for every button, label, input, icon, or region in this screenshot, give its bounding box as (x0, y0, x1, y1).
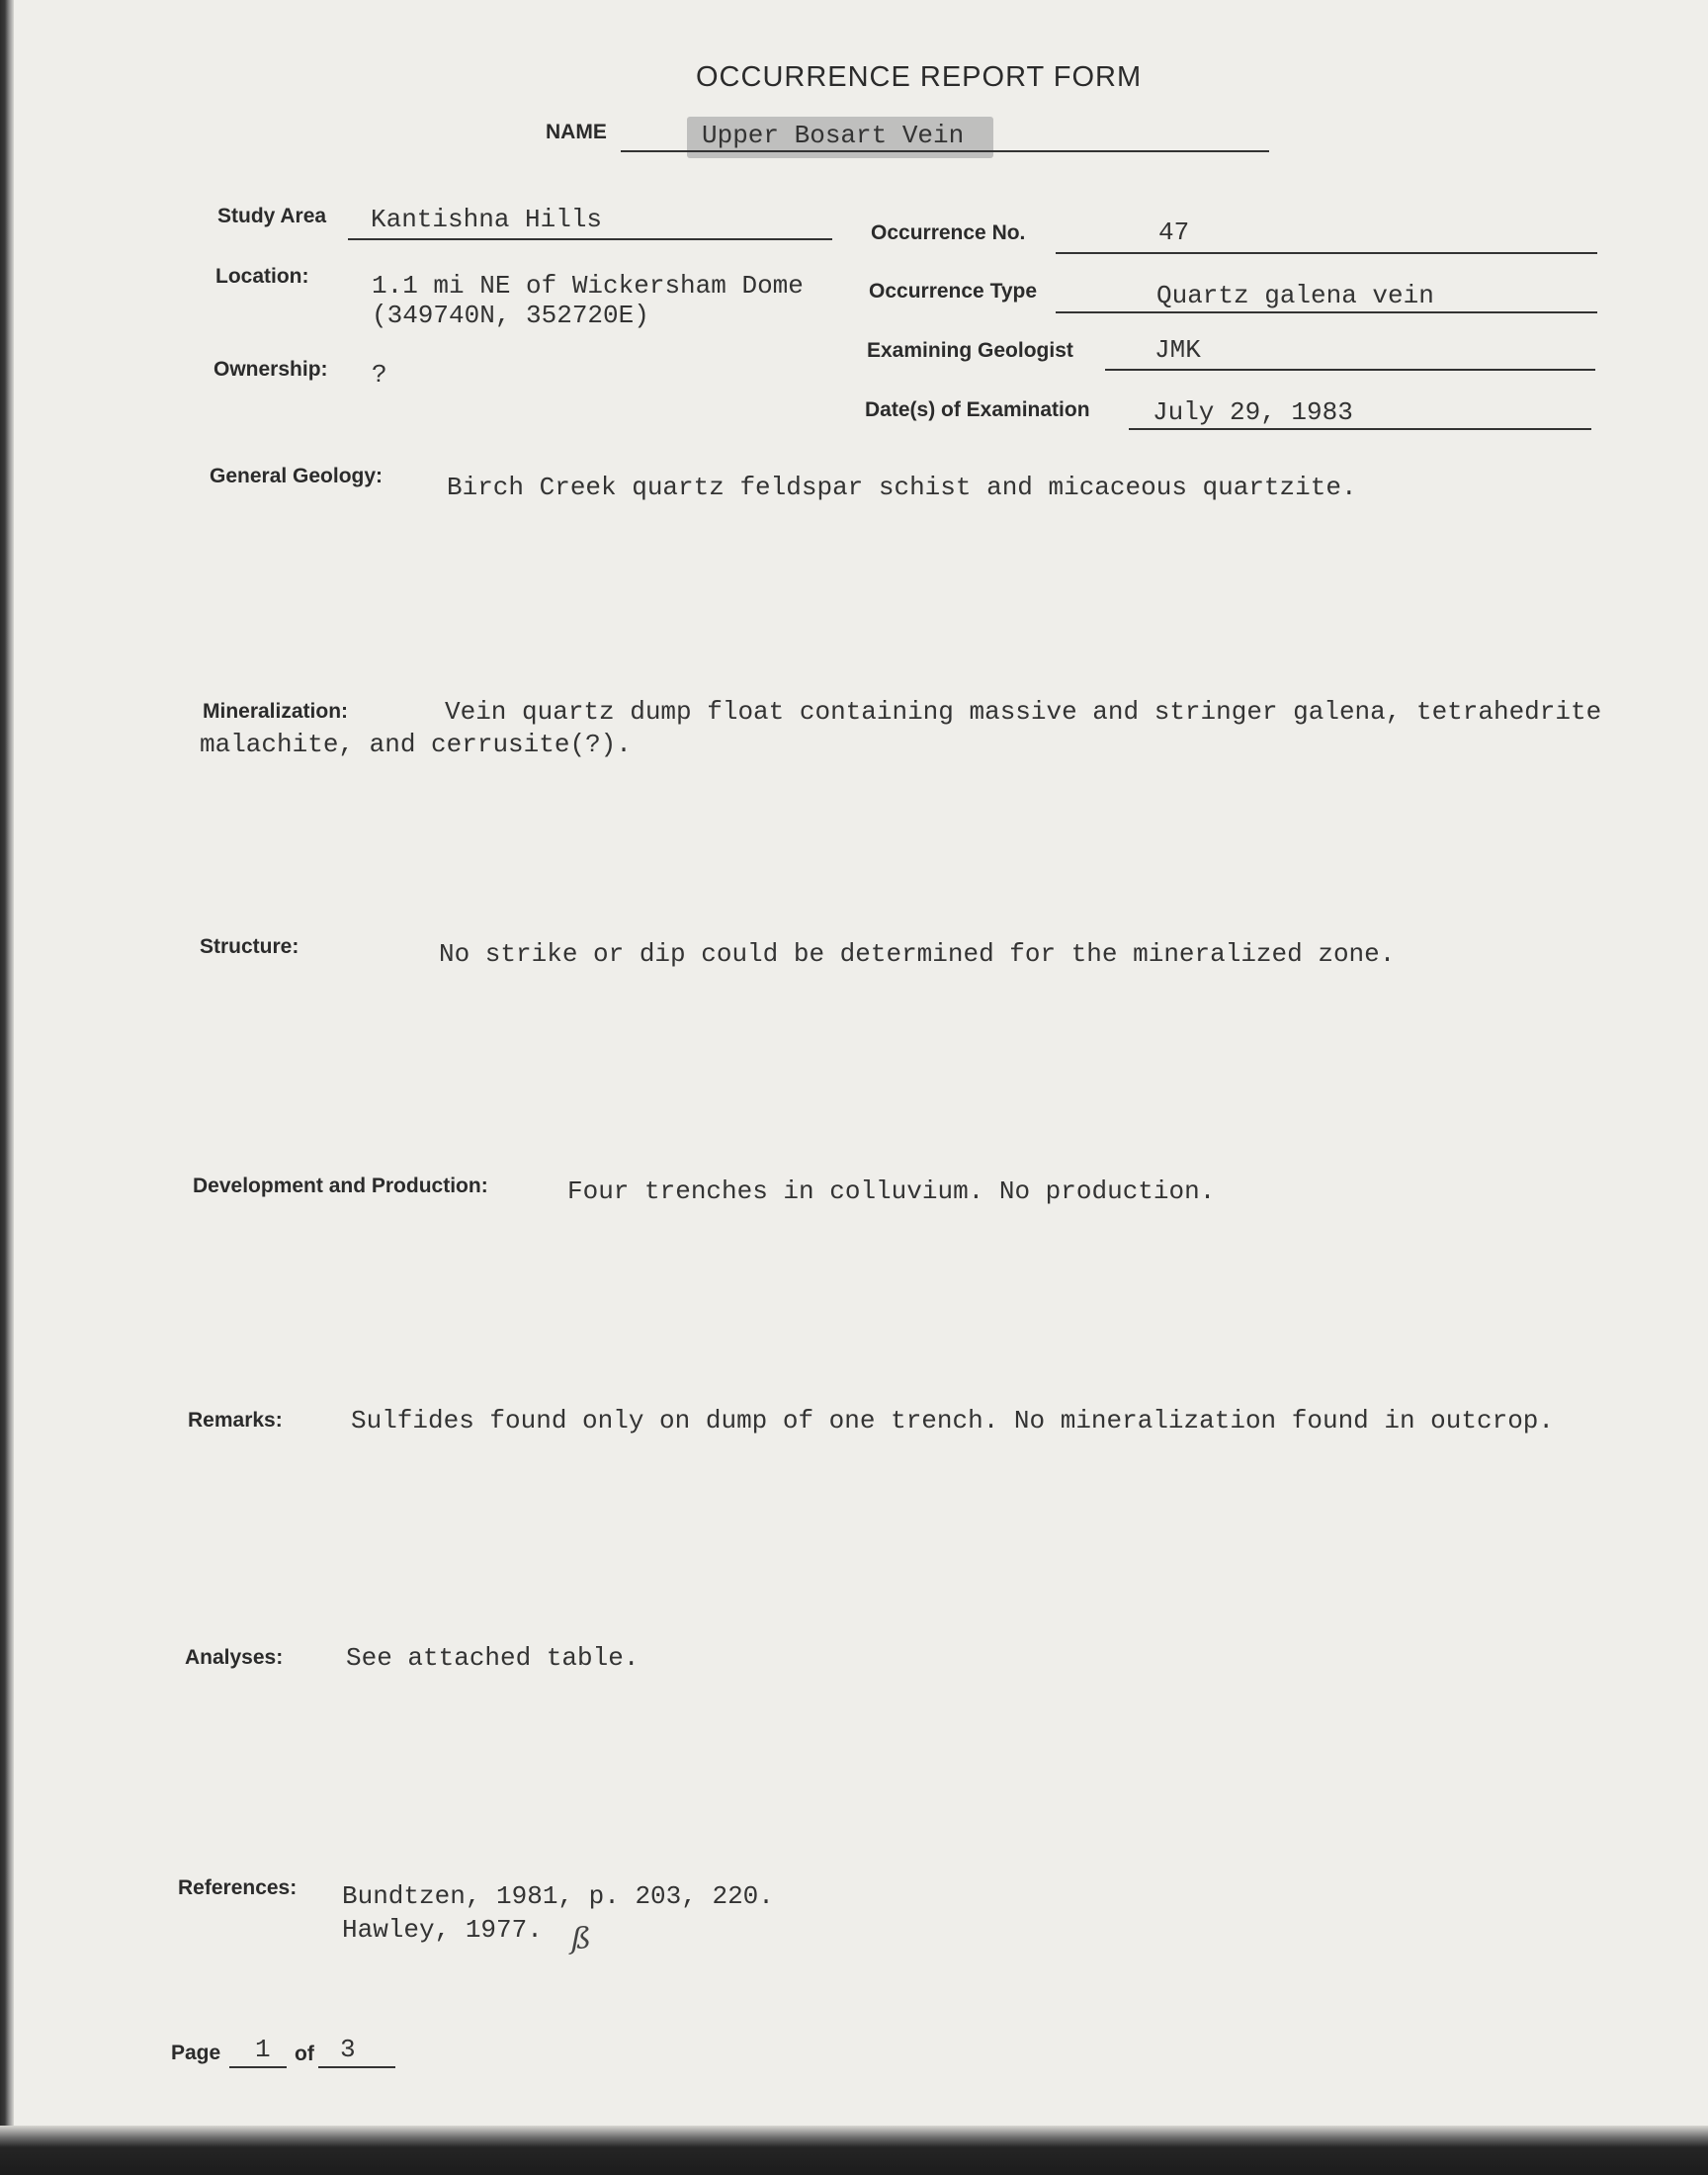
name-label: NAME (546, 121, 607, 143)
occurrence-no-label: Occurrence No. (871, 221, 1026, 244)
mineralization-label: Mineralization: (203, 700, 349, 723)
references-line2: Hawley, 1977. (342, 1915, 543, 1945)
structure-value: No strike or dip could be determined for the mineralized zone. (439, 939, 1396, 969)
occurrence-type-value: Quartz galena vein (1156, 281, 1434, 310)
form-title: OCCURRENCE REPORT FORM (696, 61, 1143, 93)
study-area-value: Kantishna Hills (371, 205, 603, 234)
scan-edge-bottom (0, 2126, 1708, 2175)
references-label: References: (178, 1876, 298, 1899)
location-line1: 1.1 mi NE of Wickersham Dome (372, 271, 804, 301)
remarks-label: Remarks: (188, 1409, 283, 1432)
references-line1: Bundtzen, 1981, p. 203, 220. (342, 1881, 774, 1911)
occurrence-no-underline (1056, 252, 1597, 254)
study-area-label: Study Area (217, 205, 327, 227)
page-number-underline (229, 2066, 287, 2068)
occurrence-type-label: Occurrence Type (869, 280, 1038, 303)
name-underline (621, 150, 1269, 152)
of-label: of (295, 2043, 314, 2065)
analyses-label: Analyses: (185, 1646, 284, 1669)
scan-edge-left (0, 0, 14, 2175)
geologist-underline (1105, 369, 1595, 371)
structure-label: Structure: (200, 935, 299, 958)
date-label: Date(s) of Examination (865, 398, 1090, 421)
development-value: Four trenches in colluvium. No production. (567, 1176, 1216, 1206)
date-underline (1129, 428, 1591, 430)
general-geology-value: Birch Creek quartz feldspar schist and micaceous quartzite. (447, 473, 1357, 502)
page-label: Page (171, 2042, 221, 2064)
handwritten-mark: ß (571, 1922, 592, 1957)
occurrence-type-underline (1056, 311, 1597, 313)
general-geology-label: General Geology: (210, 465, 384, 487)
mineralization-line2: malachite, and cerrusite(?). (200, 730, 632, 759)
location-line2: (349740N, 352720E) (372, 301, 649, 330)
development-label: Development and Production: (193, 1174, 488, 1197)
geologist-value: JMK (1154, 335, 1201, 365)
geologist-label: Examining Geologist (867, 339, 1073, 362)
mineralization-line1: Vein quartz dump float containing massive and stringer galena, tetrahedrite (445, 697, 1602, 727)
ownership-label: Ownership: (214, 358, 328, 381)
page-number: 1 (255, 2035, 271, 2064)
remarks-value: Sulfides found only on dump of one trench. No mineralization found in outcrop. (351, 1406, 1554, 1436)
study-area-underline (348, 238, 832, 240)
page-total-underline (318, 2066, 395, 2068)
page-total: 3 (340, 2035, 356, 2064)
analyses-value: See attached table. (346, 1643, 640, 1673)
ownership-value: ? (372, 360, 387, 390)
date-value: July 29, 1983 (1153, 397, 1353, 427)
location-label: Location: (215, 265, 309, 288)
name-value: Upper Bosart Vein (702, 121, 965, 150)
occurrence-no-value: 47 (1158, 218, 1190, 247)
